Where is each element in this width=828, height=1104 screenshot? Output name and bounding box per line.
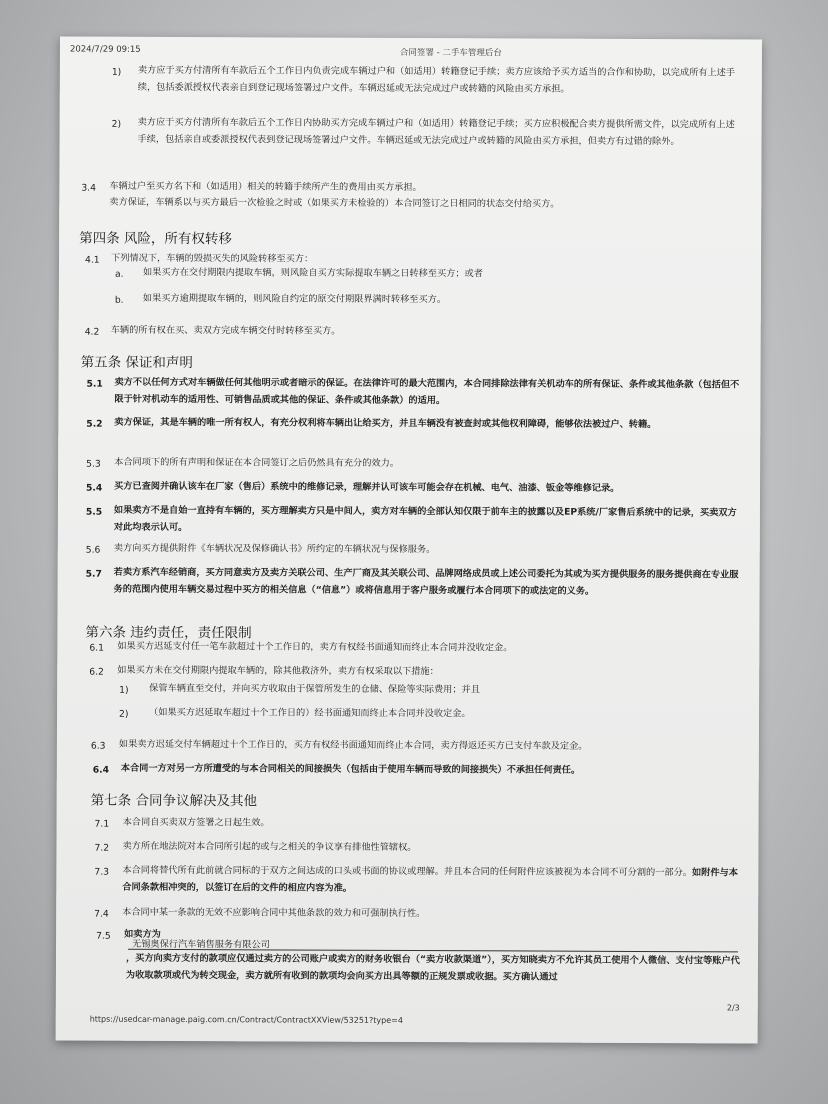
clause-text: 如果卖方迟延交付车辆超过十个工作日的，买方有权经书面通知而终止本合同，卖方得返还买方已支付车款及定金。 (118, 738, 588, 752)
clause-num: 6.2 (89, 666, 104, 678)
clause-num: 7.1 (94, 818, 110, 830)
clause-text: 如果卖方不是自始一直持有车辆的，买方理解卖方只是中间人，卖方对车辆的全部认知仅限于前车主的披露以及EP系统/厂家售后系统中的记录，买卖双方对此均表示认可。 (113, 504, 737, 533)
clause-num: 7.5 (96, 930, 111, 942)
clause-num: 6.4 (92, 764, 110, 776)
clause-num: 5.1 (86, 378, 103, 390)
article-title: 第六条 违约责任，责任限制 (85, 624, 252, 642)
clause-text: 卖方应于买方付清所有车款后五个工作日内协助买方完成车辆过户和（如适用）转籍登记手续；买方应积极配合卖方提供所需文件，以完成所有上述手续，包括亲自或委派授权代表到登记现场签署过户文件。车辆迟延或无法完成过户或转籍的风险由买方承担，但卖方有过错的除外。 (137, 116, 735, 147)
clause-num: 5.3 (86, 458, 101, 470)
clause-num: 6.3 (90, 740, 106, 752)
clause-num: 7.2 (94, 842, 110, 854)
clause-text (122, 863, 742, 899)
clause-num: 5.6 (85, 544, 101, 556)
page-url: https://usedcar-manage.paig.com.cn/Contract/ContractXXView/53251?type=4 (89, 1014, 403, 1025)
clause-text: 本合同中某一条款的无效不应影响合同中其他条款的效力和可强制执行性。 (122, 906, 426, 920)
clause-num: 1) (111, 66, 122, 78)
clause-text: 卖方应于买方付清所有车款后五个工作日内负责完成车辆过户和（如适用）转籍登记手续；卖方应该给予买方适当的合作和协助，以完成所有上述手续，包括委派授权代表亲自到登记现场签署过户文件。车辆迟延或无法完成过户或转籍的风险由买方承担。 (137, 64, 736, 95)
clause-num: a. (114, 268, 124, 280)
clause-text: 卖方保证，车辆系以与买方最后一次检验之时或（如果买方未检验的）本合同签订之日相同的状态交付给买方。 (109, 196, 560, 210)
page-number: 2/3 (726, 1003, 740, 1013)
clause-text: 卖方向买方提供附件《车辆状况及保修确认书》所约定的车辆状况与保修服务。 (113, 542, 436, 556)
clause-num: 5.7 (85, 568, 102, 580)
clause-text: 车辆过户至买方名下和（如适用）相关的转籍手续所产生的费用由买方承担。 (109, 180, 422, 194)
clause-text: 如果买方在交付期限内提取车辆，则风险自买方实际提取车辆之日转移至买方；或者 (142, 266, 483, 280)
article-title: 第七条 合同争议解决及其他 (90, 792, 257, 810)
clause-num: 2) (111, 118, 122, 130)
clause-num: 3.4 (81, 182, 96, 194)
clause-text: 买方已查阅并确认该车在厂家（售后）系统中的维修记录，理解并认可该车可能会存在机械、电气、油漆、钣金等维修记录。 (114, 480, 620, 494)
clause-num: 7.3 (94, 866, 110, 878)
clause-text: 卖方保证，其是车辆的唯一所有权人，有充分权利将车辆出让给买方，并且车辆没有被查封或其他权利障碍，能够依法被过户、转籍。 (114, 416, 657, 431)
document-page (56, 36, 762, 1043)
clause-text: 卖方所在地法院对本合同所引起的或与之相关的争议享有排他性管辖权。 (122, 840, 417, 854)
clause-text: 车辆的所有权在买、卖双方完成车辆交付时转移至买方。 (110, 324, 341, 337)
clause-text: 如果买方迟延支付任一笔车款超过十个工作日的，卖方有权经书面通知而终止本合同并没收定金。 (117, 640, 513, 654)
clause-num: 7.4 (94, 908, 109, 920)
print-title: 合同签署 - 二手车管理后台 (399, 47, 502, 59)
clause-text: 本合同一方对另一方所遭受的与本合同相关的间接损失（包括由于使用车辆而导致的间接损失）不承担任何责任。 (120, 762, 581, 776)
clause-text: 卖方不以任何方式对车辆做任何其他明示或者暗示的保证。在法律许可的最大范围内，本合同排除法律有关机动车的所有保证、条件或其他条款（包括但不限于针对机动车的适用性、可销售品质或其他的保证、条件或其他条款）的适用。 (114, 376, 740, 406)
clause-num: 4.2 (84, 326, 100, 338)
clause-num: 5.4 (86, 482, 103, 494)
clause-text: 若卖方系汽车经销商，买方同意卖方及卖方关联公司、生产厂商及其关联公司、品牌网络成员或上述公司委托为其或为买方提供服务的服务提供商在专业服务的范围内使用车辆交易过程中买方的相关信息（“信息”）或将信息用于客户服务或履行本合同项下的或法定的义务。 (113, 566, 739, 597)
clause-text: （如果买方迟延取车超过十个工作日的）经书面通知而终止本合同并没收定金。 (149, 706, 471, 720)
clause-num: 4.1 (85, 254, 100, 266)
article-title: 第五条 保证和声明 (80, 354, 193, 372)
print-date: 2024/7/29 09:15 (69, 44, 141, 55)
clause-num: 5.5 (85, 506, 103, 518)
clause-text-b: 如附件与本合同条款相冲突的，以签订在后的文件的相应内容为准。 (122, 867, 738, 894)
clause-num: 1) (119, 684, 129, 696)
clause-num: b. (114, 294, 124, 306)
clause-text: 下列情况下，车辆的毁损灭失的风险转移至买方： (111, 252, 314, 265)
clause-text: 本合同自买卖双方签署之日起生效。 (122, 816, 270, 829)
clause-text-a: 本合同将替代所有此前就合同标的于双方之间达成的口头或书面的协议或理解。并且本合同的任何附件应该被视为本合同不可分割的一部分。 (122, 864, 693, 879)
clause-text: 保管车辆直至交付，并向买方收取由于保管所发生的仓储、保险等实际费用；并且 (149, 682, 480, 696)
clause-text: 如果买方逾期提取车辆的，则风险自约定的原交付期限界满时转移至买方。 (142, 292, 447, 306)
clause-text: ，买方向卖方支付的款项应仅通过卖方的公司账户或卖方的财务收银台（“卖方收款渠道”），买方知晓卖方不允许其员工使用个人微信、支付宝等账户代为收取款项或代为转交现金，卖方就所有收到的款项均会向买方出具等额的正规发票或收据。买方确认通过 (125, 952, 740, 983)
article-title: 第四条 风险，所有权转移 (79, 230, 232, 248)
clause-num: 2) (119, 708, 129, 720)
clause-num: 5.2 (86, 418, 103, 430)
clause-num: 6.1 (89, 642, 104, 654)
clause-text: 本合同项下的所有声明和保证在本合同签订之后仍然具有充分的效力。 (114, 456, 399, 469)
clause-text: 如果买方未在交付期限内提取车辆的，除其他救济外，卖方有权采取以下措施： (117, 664, 439, 678)
clause-label: 如卖方为 (124, 928, 161, 940)
seller-company: 无锡奥保行汽车销售服务有限公司 (132, 938, 270, 951)
